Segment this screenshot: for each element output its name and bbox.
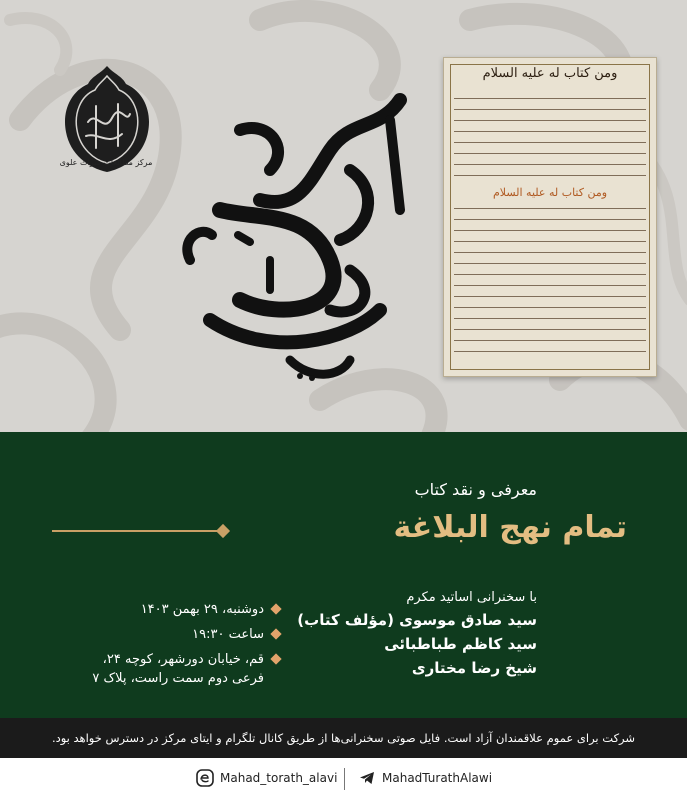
telegram-link[interactable]	[358, 764, 492, 792]
event-address: قم، خیابان دورشهر، کوچه ۲۴، فرعی دوم سمت راست، پلاک ۷	[70, 650, 280, 688]
footer-divider	[344, 768, 345, 790]
eitaa-handle: Mahad_torath_alavi	[220, 771, 338, 785]
event-title: تمام نهج البلاغة	[393, 510, 627, 545]
eitaa-link[interactable]	[196, 764, 337, 792]
manuscript-image	[443, 57, 657, 377]
footer	[0, 718, 687, 800]
event-time: ساعت ۱۹:۳۰	[70, 625, 280, 644]
event-date: دوشنبه، ۲۹ بهمن ۱۴۰۳	[70, 600, 280, 619]
telegram-icon	[358, 769, 376, 787]
event-subtitle: معرفی و نقد کتاب	[414, 480, 537, 499]
speakers-intro: با سخنرانی اساتید مکرم	[406, 590, 537, 605]
title-divider-diamond-icon	[216, 524, 230, 538]
telegram-handle: MahadTurathAlawi	[382, 771, 493, 785]
logo-caption: مرکز مطالعات میراث علوی	[59, 158, 153, 167]
manuscript-text-lines	[454, 88, 646, 186]
attendance-notice: شرکت برای عموم علاقمندان آزاد است. فایل صوتی سخنرانی‌ها از طریق کانال تلگرام و ایتای مرکز در دسترس خواهد بود.	[0, 718, 687, 758]
manuscript-text-lines-2	[454, 198, 646, 362]
diamond-bullet-icon	[270, 653, 281, 664]
speaker-name: سید کاظم طباطبائی	[384, 635, 537, 653]
event-details	[70, 600, 280, 694]
diamond-bullet-icon	[270, 603, 281, 614]
manuscript-subheading: ومن کتاب له علیه السلام	[492, 186, 608, 199]
event-info-section	[0, 432, 687, 718]
title-divider-line	[52, 530, 222, 532]
diamond-bullet-icon	[270, 628, 281, 639]
speaker-name: سید صادق موسوی (مؤلف کتاب)	[297, 611, 537, 629]
eitaa-icon	[196, 769, 214, 787]
calligraphy-title-icon	[150, 60, 440, 390]
manuscript-heading: ومن کتاب له علیه السلام	[482, 66, 618, 81]
speaker-name: شیخ رضا مختاری	[411, 659, 537, 677]
